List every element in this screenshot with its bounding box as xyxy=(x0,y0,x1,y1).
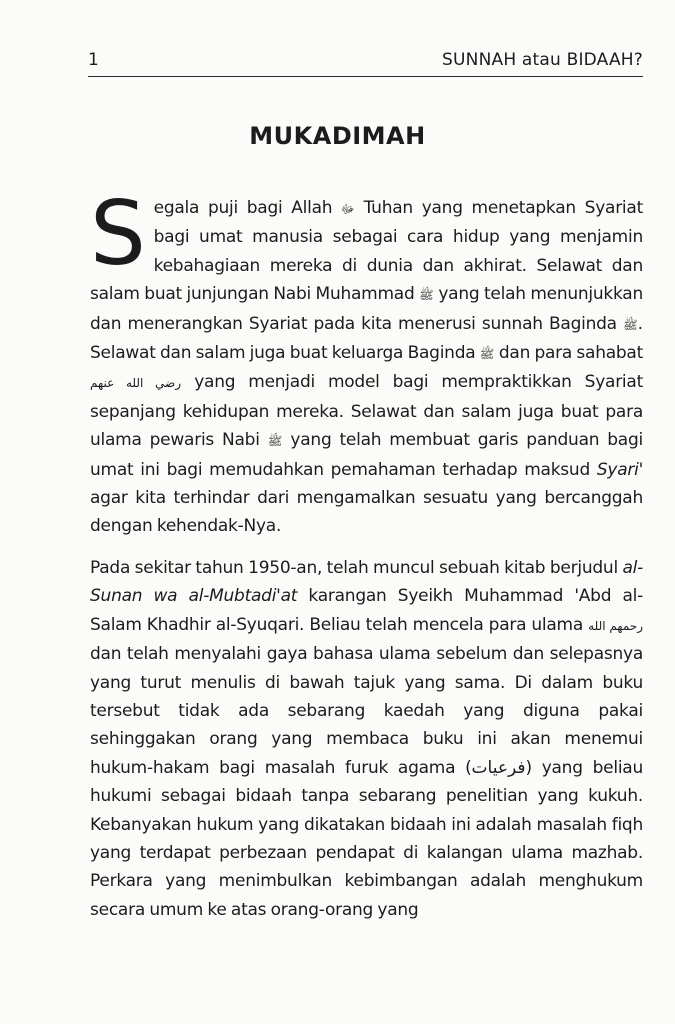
p1-text-1: egala puji bagi Allah xyxy=(153,198,342,218)
arabic-term: فرعيات xyxy=(471,757,526,778)
p1-text-8: agar kita terhindar dari mengamalkan sesuatu yang bercanggah dengan kehendak-Nya. xyxy=(90,488,643,537)
honorific-symbol: ﷺ xyxy=(479,347,495,362)
page-header xyxy=(88,46,643,77)
italic-book-title: al-Sunan wa al-Mubtadi'at xyxy=(90,557,643,607)
running-title: SUNNAH atau BIDAAH? xyxy=(442,50,643,70)
honorific-symbol: ﷻ xyxy=(341,202,355,216)
page-number: 1 xyxy=(88,50,99,70)
p1-text-4: . Selawat dan salam juga buat keluarga Baginda xyxy=(90,313,643,364)
honorific-symbol: ﷺ xyxy=(419,288,434,303)
p1-text-3: yang telah menunjukkan dan menerangkan Syariat pada kita menerusi sunnah Baginda xyxy=(90,284,643,334)
honorific-symbol: ﷺ xyxy=(267,434,283,449)
paragraph-1 xyxy=(90,182,644,541)
p1-text-7: yang telah membuat garis panduan bagi umat ini bagi memudahkan pemahaman terhadap maksud xyxy=(90,430,643,480)
p2-text-4: ) yang beliau hukumi sebagai bidaah tanpa sebarang penelitian yang kukuh. Kebanyakan hukum yang dikatakan bidaah ini adalah masalah fiqh yang terdapat perbezaan pendapat di kalangan ulama mazhab. Perkara yang menimbulkan kebimbangan adalah menghukum secara umum ke atas orang-orang yang xyxy=(90,757,643,920)
p1-text-6: yang menjadi model bagi mempraktikkan Syariat sepanjang kehidupan mereka. Selawat dan salam juga buat para ulama pewaris Nabi xyxy=(90,372,643,451)
honorific-symbol: رحمهم الله xyxy=(588,618,643,633)
p2-text-3: dan telah menyalahi gaya bahasa ulama sebelum dan selepasnya yang turut menulis di bawah tajuk yang sama. Di dalam buku tersebut tidak ada sebarang kaedah yang diguna pakai sehinggakan orang yang membaca buku ini akan menemui hukum-hakam bagi masalah furuk agama ( xyxy=(90,644,643,778)
p2-text-2: karangan Syeikh Muhammad 'Abd al-Salam Khadhir al-Syuqari. Beliau telah mencela para ulama xyxy=(90,586,643,635)
p1-text-2: Tuhan yang menetapkan Syariat bagi umat manusia sebagai cara hidup yang menjamin kebahagiaan mereka di dunia dan akhirat. Selawat dan salam buat junjungan Nabi Muhammad xyxy=(90,198,643,305)
paragraph-2 xyxy=(90,554,643,924)
italic-term: Syari' xyxy=(596,459,643,480)
p2-text-1: Pada sekitar tahun 1950-an, telah muncul sebuah kitab berjudul xyxy=(90,557,623,578)
drop-cap: S xyxy=(90,182,146,285)
body-text xyxy=(90,182,644,924)
chapter-title: MUKADIMAH xyxy=(249,122,426,150)
p1-text-5: dan para sahabat xyxy=(494,343,644,364)
honorific-symbol: رضي الله عنهم xyxy=(90,376,181,391)
honorific-symbol: ﷺ xyxy=(623,317,638,332)
